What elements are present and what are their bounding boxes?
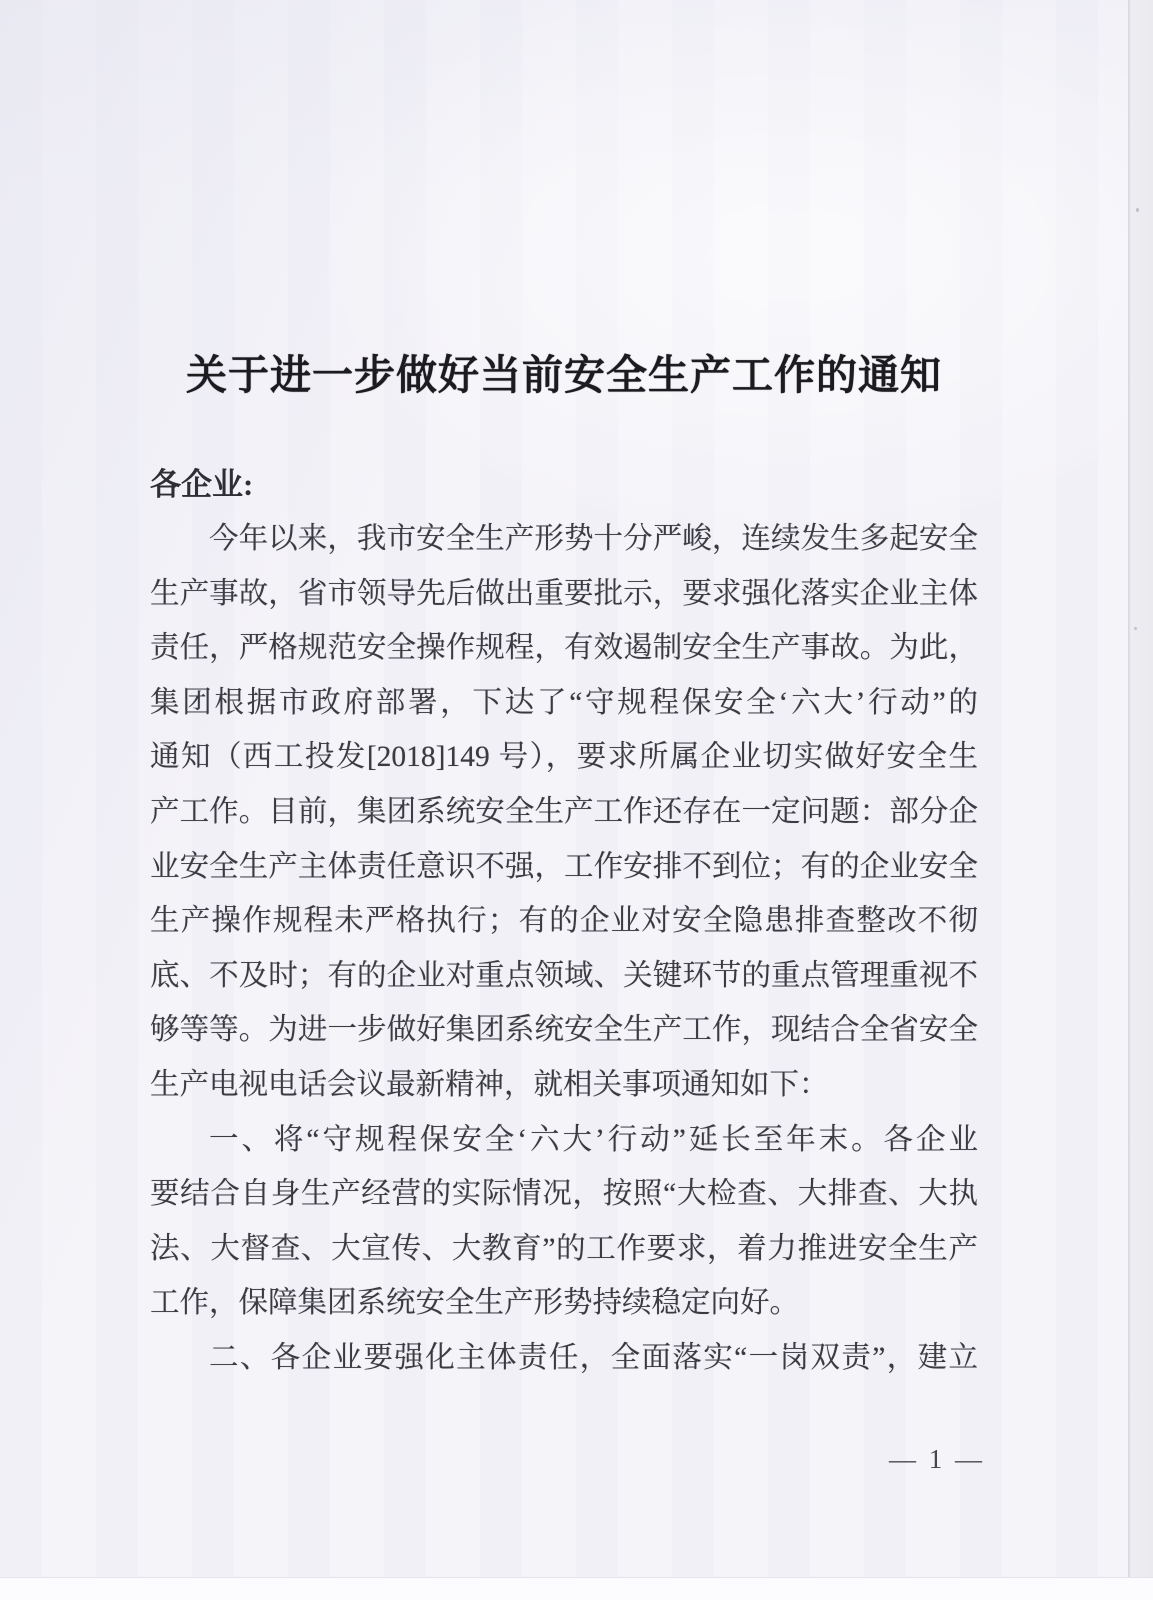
body-line: 生产电视电话会议最新精神，就相关事项通知如下： [150, 1068, 829, 1101]
body-line: 要结合自身生产经营的实际情况，按照“大检查、大排查、大执 [150, 1178, 978, 1211]
body-line: 今年以来，我市安全生产形势十分严峻，连续发生多起安全 [209, 523, 978, 555]
body-line: 一、将“守规程保安全‘六大’行动”延长至年末。各企业 [209, 1123, 978, 1156]
body-line: 集团根据市政府部署，下达了“守规程保安全‘六大’行动”的 [150, 686, 978, 719]
body-line: 生产操作规程未严格执行；有的企业对安全隐患排查整改不彻 [150, 905, 978, 938]
salutation: 各企业: [150, 467, 254, 502]
body-line: 底、不及时；有的企业对重点领域、关键环节的重点管理重视不 [150, 959, 978, 992]
body-line: 二、各企业要强化主体责任，全面落实“一岗双责”，建立 [209, 1341, 978, 1374]
body-line: 产工作。目前，集团系统安全生产工作还存在一定问题：部分企 [150, 795, 978, 828]
body-line: 生产事故，省市领导先后做出重要批示，要求强化落实企业主体 [150, 577, 978, 610]
body-line: 通知（西工投发[2018]149 号），要求所属企业切实做好安全生 [150, 741, 978, 774]
document-body [150, 512, 978, 1386]
document-title: 关于进一步做好当前安全生产工作的通知 [186, 352, 942, 398]
scan-speck [1136, 208, 1139, 212]
body-line: 工作，保障集团系统安全生产形势持续稳定向好。 [150, 1287, 800, 1320]
scan-speck [1134, 627, 1137, 630]
body-line: 业安全生产主体责任意识不强，工作安排不到位；有的企业安全 [150, 850, 978, 883]
scan-right-edge [1128, 0, 1153, 1600]
body-line: 法、大督查、大宣传、大教育”的工作要求，着力推进安全生产 [150, 1232, 978, 1265]
body-line: 够等等。为进一步做好集团系统安全生产工作，现结合全省安全 [150, 1014, 978, 1047]
scan-bottom-edge [0, 1577, 1153, 1600]
body-line: 责任，严格规范安全操作规程，有效遏制安全生产事故。为此， [150, 632, 978, 665]
page-number: — 1 — [889, 1444, 985, 1474]
